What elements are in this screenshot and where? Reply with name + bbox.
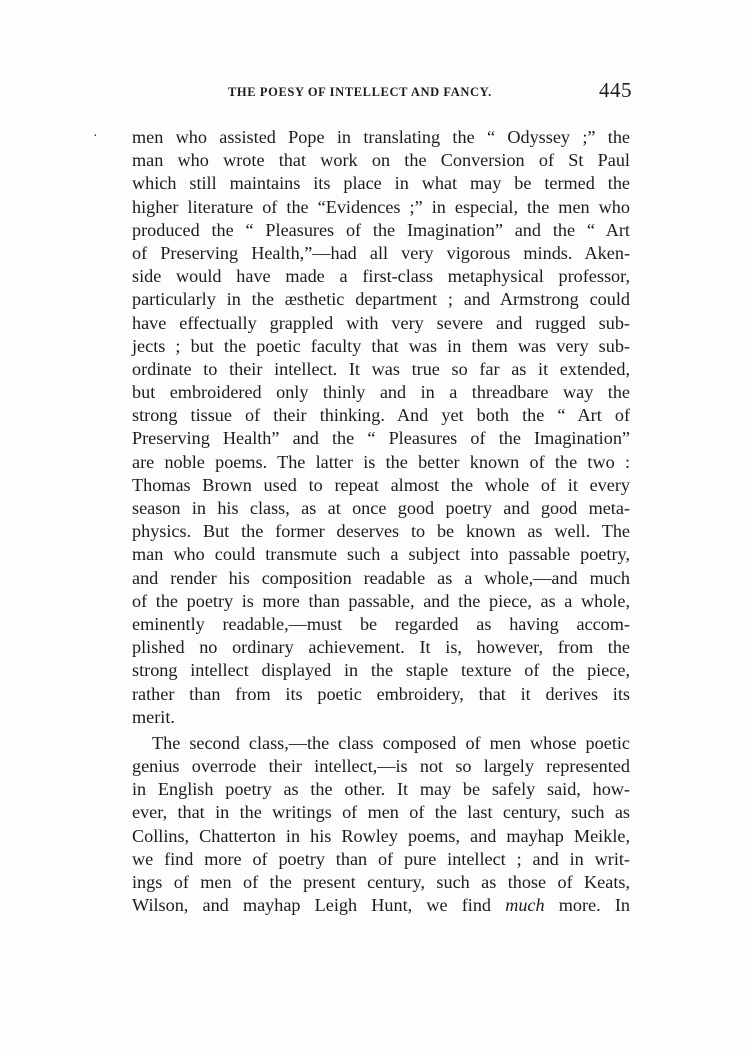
running-title: THE POESY OF INTELLECT AND FANCY. [228,85,492,99]
text-line: rather than from its poetic embroidery, that it derives its [132,683,630,704]
text-line: genius overrode their intellect,—is not so largely represented [132,756,630,777]
text-line: are noble poems. The latter is the better known of the two : [132,451,630,472]
text-line: Thomas Brown used to repeat almost the whole of it every [132,474,630,495]
text-line-final [132,894,630,917]
text-line: ings of men of the present century, such as those of Keats, [132,872,630,892]
text-line: have effectually grappled with very severe and rugged sub- [132,312,630,333]
text-line: of the poetry is more than passable, and the piece, as a whole, [132,590,630,611]
text-segment: Wilson, and mayhap Leigh Hunt, we find [132,895,506,916]
text-line: strong tissue of their thinking. And yet both the “ Art of [132,405,630,426]
text-line: plished no ordinary achievement. It is, however, from the [132,637,630,658]
text-line: ordinate to their intellect. It was true so far as it extended, [132,358,630,379]
text-line: The second class,—the class composed of men whose poetic [152,732,630,753]
text-line: side would have made a first-class metaphysical professor, [132,266,630,287]
text-line: Collins, Chatterton in his Rowley poems, and mayhap Meikle, [132,825,630,846]
text-line: Preserving Health” and the “ Pleasures of the Imagination” [132,428,630,449]
text-line: we find more of poetry than of pure intellect ; and in writ- [132,848,630,869]
paragraph-2 [132,732,630,918]
page-header [132,78,632,110]
text-line: which still maintains its place in what may be termed the [132,173,630,194]
page-number: 445 [599,78,632,102]
text-line: man who could transmute such a subject into passable poetry, [132,544,630,565]
paragraph-1 [132,126,630,729]
text-line: eminently readable,—must be regarded as having accom- [132,613,630,634]
text-segment: more. In [544,895,630,916]
margin-mark: · [93,129,98,144]
text-line: particularly in the æsthetic department ; and Armstrong could [132,289,630,310]
text-line: in English poetry as the other. It may be safely said, how- [132,779,630,800]
text-line: ever, that in the writings of men of the last century, such as [132,802,630,823]
text-line: higher literature of the “Evidences ;” in especial, the men who [132,196,630,217]
text-line: and render his composition readable as a whole,—and much [132,567,630,588]
italic-emphasis: much [505,895,545,916]
text-line: merit. [132,706,175,727]
text-line: produced the “ Pleasures of the Imagination” and the “ Art [132,219,630,240]
text-line: physics. But the former deserves to be known as well. The [132,521,630,542]
text-line: but embroidered only thinly and in a threadbare way the [132,382,630,403]
body-text [132,126,630,917]
text-line: season in his class, as at once good poetry and good meta- [132,498,630,518]
text-line: jects ; but the poetic faculty that was in them was very sub- [132,335,630,356]
text-line: man who wrote that work on the Conversion of St Paul [132,150,630,171]
text-line: strong intellect displayed in the staple texture of the piece, [132,660,630,681]
text-line: men who assisted Pope in translating the “ Odyssey ;” the [132,127,630,147]
text-line: of Preserving Health,”—had all very vigorous minds. Aken- [132,242,630,263]
